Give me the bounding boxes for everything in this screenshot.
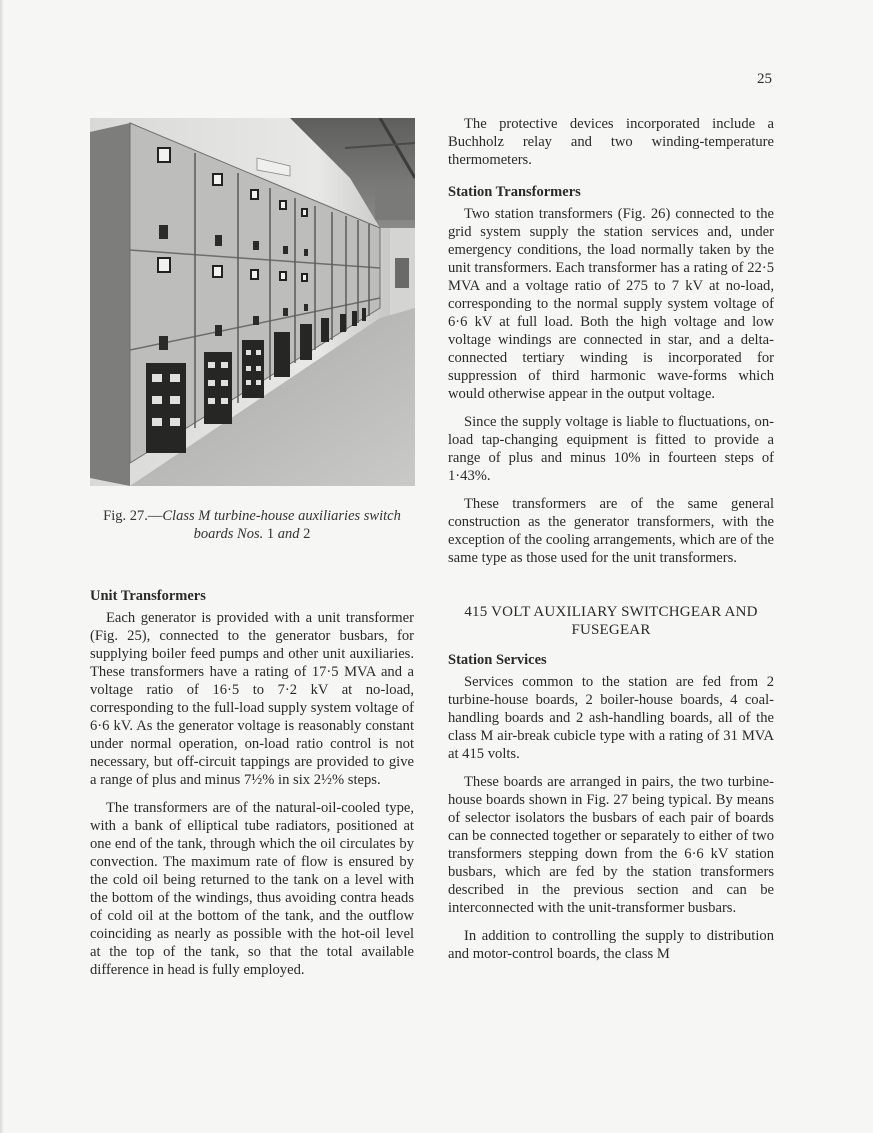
caption-number-2: 2 [303, 526, 311, 542]
page-number: 25 [757, 71, 772, 87]
caption-text: Class M turbine-house auxiliaries switch boards Nos. [162, 508, 401, 542]
right-column [448, 115, 774, 963]
figure-caption [90, 507, 414, 543]
paragraph-station-services-2: These boards are arranged in pairs, the two turbine-house boards shown in Fig. 27 being typical. By means of selector isolators the busbars of each pair of boards can be connected together or separately to either of two transformers stepping down from the 6·6 kV station busbars, which are fed by the station transformers described in the previous section and can be interconnected with the unit-transformer busbars. [448, 774, 774, 916]
paragraph-station-transformers-1: Two station transformers (Fig. 26) connected to the grid system supply the station services and, under emergency conditions, the load normally taken by the unit transformers. Each transformer has a rating of 22·5 MVA and a voltage ratio of 275 to 7 kV at no-load, corresponding to the normal supply system voltage of 6·6 kV at full load. Both the high voltage and low voltage windings are connected in star, and a delta-connected tertiary winding is incorporated for suppression of third harmonic wave-forms which would otherwise appear in the output voltage. [448, 206, 774, 402]
heading-station-services: Station Services [448, 652, 547, 668]
paragraph-protective-devices: The protective devices incorporated include a Buchholz relay and two winding-temperature thermometers. [448, 116, 774, 168]
section-title-415-volt-switchgear [448, 603, 774, 639]
left-column [90, 118, 414, 979]
paragraph-unit-transformers-1: Each generator is provided with a unit transformer (Fig. 25), connected to the generator busbars, for supplying boiler feed pumps and other unit auxiliaries. These transformers have a rating of 17·5 MVA and a voltage ratio of 16·5 to 7·2 kV at no-load, corresponding to the full-load supply system voltage of 6·6 kV. As the generator voltage is reasonably constant under normal operation, on-load ratio control is not necessary, but off-circuit tappings are provided to give a range of plus and minus 7½% in six 2½% steps. [90, 610, 414, 788]
paragraph-station-services-1: Services common to the station are fed from 2 turbine-house boards, 2 boiler-house boards, 4 coal-handling boards and 2 ash-handling boards, all of the class M air-break cubicle type with a rating of 31 MVA at 415 volts. [448, 674, 774, 762]
paragraph-unit-transformers-2: The transformers are of the natural-oil-cooled type, with a bank of elliptical tube radiators, positioned at one end of the tank, through which the oil circulates by convection. The maximum rate of flow is ensured by the cold oil being returned to the tank on a level with the bottom of the windings, thus avoiding contra heads of cold oil at the bottom of the tank, and the outflow coinciding as nearly as possible with the hot-oil level at the top of the tank, so that the total available difference in head is fully employed. [90, 800, 414, 978]
caption-number-1: 1 [266, 526, 275, 542]
paragraph-station-transformers-3: These transformers are of the same general construction as the generator transformers, with the exception of the cooling arrangements, which are of the same type as those used for the unit transformers. [448, 496, 774, 566]
section-title-line-1: 415 VOLT AUXILIARY SWITCHGEAR AND [464, 604, 758, 620]
heading-unit-transformers: Unit Transformers [90, 588, 206, 604]
section-title-line-2: FUSEGEAR [571, 622, 651, 638]
paragraph-station-services-3: In addition to controlling the supply to distribution and motor-control boards, the class M [448, 928, 774, 962]
caption-prefix: Fig. 27.— [103, 508, 163, 524]
heading-station-transformers: Station Transformers [448, 184, 581, 200]
paragraph-station-transformers-2: Since the supply voltage is liable to fluctuations, on-load tap-changing equipment is fitted to provide a range of plus and minus 10% in fourteen steps of 1·43%. [448, 414, 774, 484]
caption-and: and [277, 526, 300, 542]
switchgear-photo-illustration [90, 118, 415, 486]
figure-switchboard-photo [90, 118, 415, 486]
page-edge-shadow [0, 0, 4, 1133]
